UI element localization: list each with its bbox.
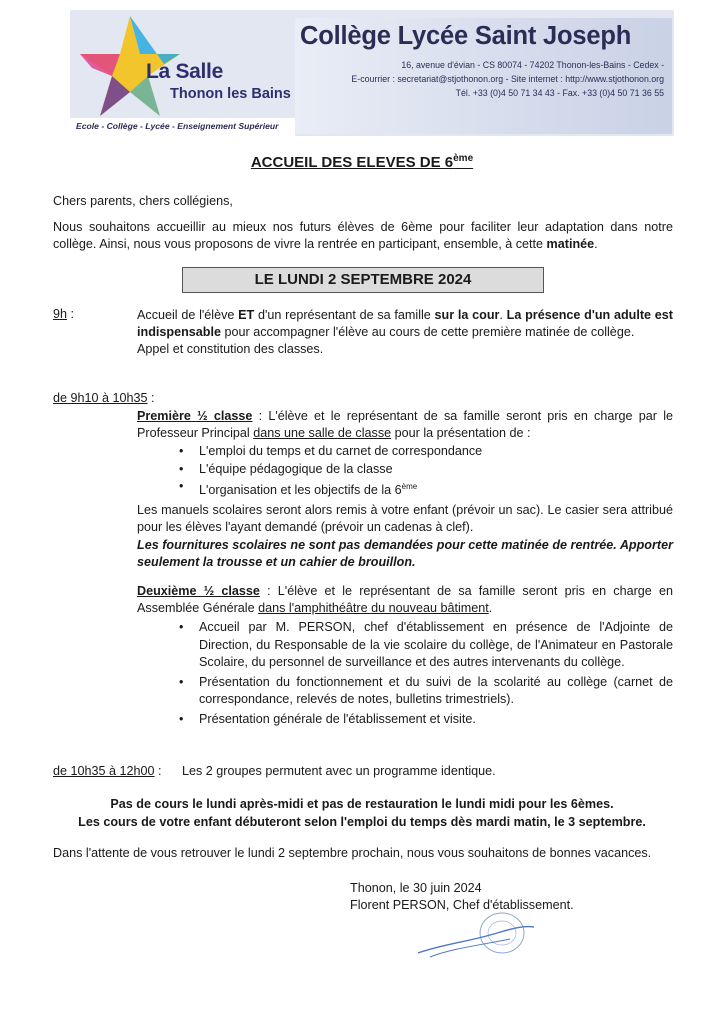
slot-9h-b1: ET (238, 308, 255, 322)
intro-end: . (594, 237, 598, 252)
list-item: • Accueil par M. PERSON, chef d'établissement en présence de l'Adjointe de Direction, du Responsable de la vie scolaire du collège, de l'Animateur en Pastorale Scolaire, du personnel de surveillance et des autres intervenants du collège. (177, 619, 673, 671)
slot-9h-colon: : (67, 307, 75, 321)
document-title (0, 153, 724, 171)
closing-paragraph: Dans l'attente de vous retrouver le lundi 2 septembre prochain, nous vous souhaitons de bonnes vacances. (53, 846, 652, 860)
slot-9h10-label (53, 391, 155, 405)
list-item: • Présentation du fonctionnement et du suivi de la scolarité au collège (carnet de correspondance, relevés de notes, bulletins trimestriels). (177, 674, 673, 708)
second-half-list (177, 619, 673, 728)
list-item: • L'équipe pédagogique de la classe (177, 461, 673, 478)
intro-bold: matinée (546, 237, 595, 252)
slot-9h-line2: Appel et constitution des classes. (137, 342, 324, 357)
list-item: • Présentation générale de l'établissement et visite. (177, 711, 673, 728)
school-name: Collège Lycée Saint Joseph (300, 22, 632, 50)
list-item: • L'emploi du temps et du carnet de correspondance (177, 443, 673, 460)
slot-9h-t1: Accueil de l'élève (137, 308, 239, 322)
slot-9h-time: 9h (53, 307, 68, 321)
second-half-label: Deuxième ½ classe (137, 584, 260, 598)
intro-text: Nous souhaitons accueillir au mieux nos futurs élèves de 6ème pour faciliter leur adaptation dans notre collège. Ainsi, nous vous proposons de vivre la rentrée en participant, ensemble, à cette (53, 220, 673, 252)
bullet-text: L'organisation et les objectifs de la 6 (199, 483, 402, 497)
contact-line: E-courrier : secretariat@stjothonon.org - Site internet : http://www.stjothonon.org (351, 74, 664, 84)
slot-10h35-time: de 10h35 à 12h00 (53, 764, 155, 778)
slot-9h-text (137, 307, 673, 359)
note-line2: Les cours de votre enfant débuteront selon l'emploi du temps dès mardi matin, le 3 septembre. (78, 815, 646, 829)
intro-paragraph (53, 219, 673, 254)
slot-9h-b2: sur la cour (434, 308, 500, 322)
logo-name-line1: La Salle (146, 60, 223, 83)
slot-9h-t3: . (499, 308, 507, 322)
slot-9h-t2: d'un représentant de sa famille (254, 308, 435, 322)
note-line1: Pas de cours le lundi après-midi et pas de restauration le lundi midi pour les 6èmes. (110, 797, 614, 811)
slot-10h35-label (53, 764, 162, 778)
second-half-t1: : L'élève et le représentant de sa famille seront pris en charge en Assemblée Générale (137, 584, 673, 616)
supplies-note: Les fournitures scolaires ne sont pas demandées pour cette matinée de rentrée. Apporter seulement la trousse et un cahier de brouillon. (137, 537, 673, 569)
second-half-u: dans l'amphithéâtre du nouveau bâtiment (258, 601, 489, 616)
tagline: Ecole - Collège - Lycée - Enseignement Supérieur (76, 121, 279, 131)
signature-stamp (410, 905, 540, 965)
first-half-label: Première ½ classe (137, 409, 253, 423)
phone-line: Tél. +33 (0)4 50 71 34 43 - Fax. +33 (0)4 50 71 36 55 (455, 88, 664, 98)
slot-9h-b3: La présence d'un adulte est indispensable (137, 308, 674, 340)
second-half-block (137, 583, 673, 729)
logo-name-line2: Thonon les Bains (170, 86, 291, 102)
title-text: ACCUEIL DES ELEVES DE 6 (250, 154, 454, 171)
first-half-u: dans une salle de classe (253, 426, 392, 441)
slot-9h-label (53, 307, 74, 321)
first-half-t2: pour la présentation de : (391, 426, 531, 441)
slot-9h10-colon: : (147, 391, 155, 405)
list-item (177, 478, 673, 499)
slot-10h35-text: Les 2 groupes permutent avec un programme identique. (182, 764, 496, 778)
bullet-sup: ème (401, 481, 418, 491)
first-half-list (177, 443, 673, 499)
first-half-block (137, 408, 673, 571)
place-date: Thonon, le 30 juin 2024 (350, 881, 482, 895)
title-sup: ème (453, 153, 474, 164)
signer: Florent PERSON, Chef d'établissement. (350, 898, 574, 912)
slot-10h35-colon: : (154, 764, 162, 778)
date-box: LE LUNDI 2 SEPTEMBRE 2024 (182, 267, 544, 293)
manuals-note: Les manuels scolaires seront alors remis à votre enfant (prévoir un sac). Le casier sera attribué pour les élèves l'ayant demandé (prévoir un cadenas à clef). (137, 503, 673, 535)
first-half-t1: : L'élève et le représentant de sa famille seront pris en charge par le Professeur Principal (137, 409, 673, 441)
greeting: Chers parents, chers collégiens, (53, 194, 233, 208)
slot-9h10-time: de 9h10 à 10h35 (53, 391, 148, 405)
second-half-t2: . (488, 601, 493, 616)
address-line: 16, avenue d'évian - CS 80074 - 74202 Thonon-les-Bains - Cedex - (401, 60, 664, 70)
slot-9h-t4: pour accompagner l'élève au cours de cette première matinée de collège. (220, 325, 635, 340)
